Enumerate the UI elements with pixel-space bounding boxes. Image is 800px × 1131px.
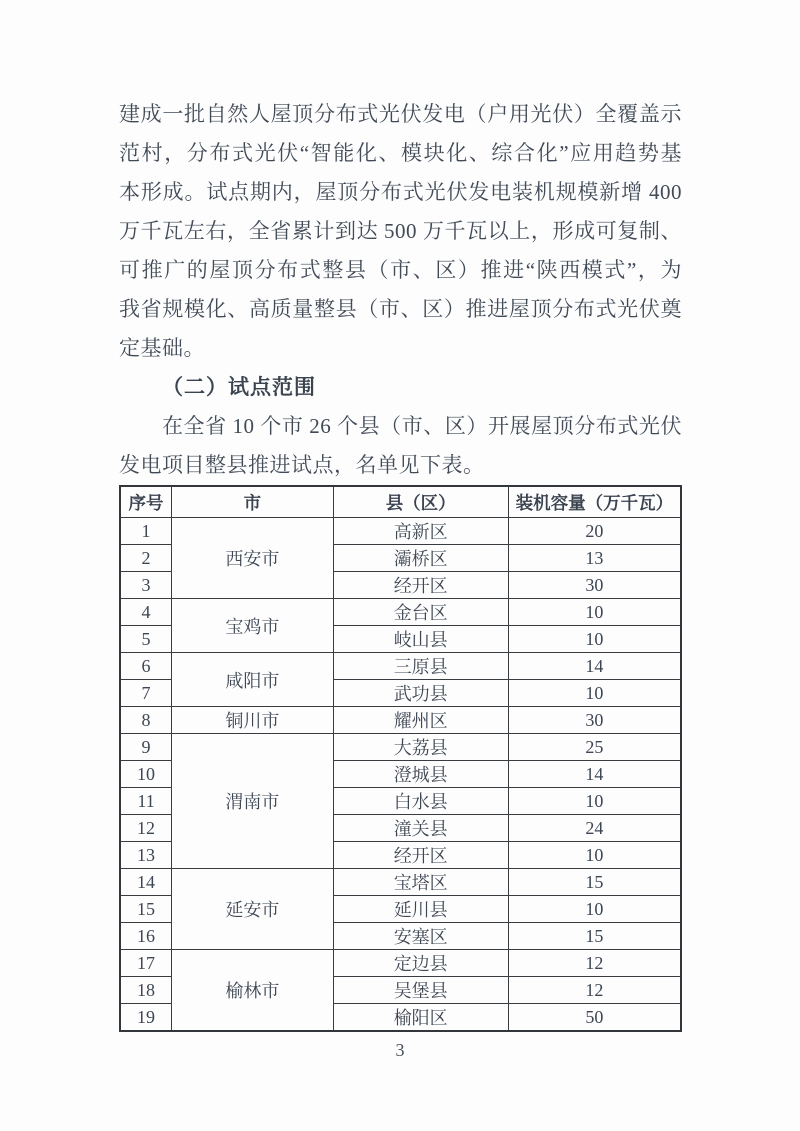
body-text-line: 万千瓦左右，全省累计到达 500 万千瓦以上，形成可复制、 <box>119 219 682 243</box>
city-cell: 延安市 <box>172 869 334 950</box>
county-cell: 大荔县 <box>333 734 508 761</box>
table-row <box>120 518 681 545</box>
county-cell: 定边县 <box>333 950 508 977</box>
seq-cell: 1 <box>120 518 172 545</box>
seq-cell: 3 <box>120 572 172 599</box>
page-number: 3 <box>395 1040 405 1060</box>
body-text-line: 范村，分布式光伏“智能化、模块化、综合化”应用趋势基 <box>119 141 682 165</box>
seq-cell: 17 <box>120 950 172 977</box>
table-row <box>120 869 681 896</box>
capacity-cell: 14 <box>508 653 681 680</box>
capacity-cell: 10 <box>508 842 681 869</box>
capacity-cell: 10 <box>508 626 681 653</box>
table-row <box>120 950 681 977</box>
capacity-cell: 10 <box>508 788 681 815</box>
seq-cell: 7 <box>120 680 172 707</box>
body-text-line: 本形成。试点期内，屋顶分布式光伏发电装机规模新增 400 <box>119 180 682 204</box>
body-text-line: 发电项目整县推进试点，名单见下表。 <box>119 453 485 477</box>
seq-cell: 5 <box>120 626 172 653</box>
seq-cell: 18 <box>120 977 172 1004</box>
capacity-cell: 30 <box>508 707 681 734</box>
seq-cell: 10 <box>120 761 172 788</box>
county-cell: 耀州区 <box>333 707 508 734</box>
county-cell: 经开区 <box>333 572 508 599</box>
table-row <box>120 734 681 761</box>
seq-cell: 19 <box>120 1004 172 1032</box>
intro-paragraph <box>119 407 682 485</box>
city-cell: 铜川市 <box>172 707 334 734</box>
seq-cell: 11 <box>120 788 172 815</box>
capacity-cell: 15 <box>508 869 681 896</box>
county-cell: 武功县 <box>333 680 508 707</box>
seq-cell: 14 <box>120 869 172 896</box>
capacity-cell: 12 <box>508 950 681 977</box>
capacity-cell: 10 <box>508 599 681 626</box>
body-text-line: 定基础。 <box>119 336 205 360</box>
city-cell: 宝鸡市 <box>172 599 334 653</box>
table-row <box>120 653 681 680</box>
seq-cell: 15 <box>120 896 172 923</box>
county-cell: 榆阳区 <box>333 1004 508 1032</box>
county-cell: 灞桥区 <box>333 545 508 572</box>
city-cell: 榆林市 <box>172 950 334 1032</box>
county-cell: 白水县 <box>333 788 508 815</box>
county-cell: 金台区 <box>333 599 508 626</box>
county-cell: 宝塔区 <box>333 869 508 896</box>
county-cell: 高新区 <box>333 518 508 545</box>
body-text-line: 在全省 10 个市 26 个县（市、区）开展屋顶分布式光伏 <box>162 414 682 438</box>
header-seq: 序号 <box>120 486 172 518</box>
header-county: 县（区） <box>333 486 508 518</box>
capacity-cell: 14 <box>508 761 681 788</box>
document-body <box>119 95 682 1032</box>
capacity-cell: 10 <box>508 896 681 923</box>
capacity-cell: 25 <box>508 734 681 761</box>
city-cell: 咸阳市 <box>172 653 334 707</box>
seq-cell: 16 <box>120 923 172 950</box>
pilot-counties-table <box>119 485 682 1032</box>
paragraph-continuation <box>119 95 682 368</box>
capacity-cell: 15 <box>508 923 681 950</box>
body-text-line: 建成一批自然人屋顶分布式光伏发电（户用光伏）全覆盖示 <box>119 102 682 126</box>
county-cell: 澄城县 <box>333 761 508 788</box>
county-cell: 吴堡县 <box>333 977 508 1004</box>
capacity-cell: 30 <box>508 572 681 599</box>
county-cell: 三原县 <box>333 653 508 680</box>
seq-cell: 2 <box>120 545 172 572</box>
header-capacity: 装机容量（万千瓦） <box>508 486 681 518</box>
seq-cell: 4 <box>120 599 172 626</box>
capacity-cell: 24 <box>508 815 681 842</box>
county-cell: 岐山县 <box>333 626 508 653</box>
seq-cell: 12 <box>120 815 172 842</box>
capacity-cell: 20 <box>508 518 681 545</box>
seq-cell: 8 <box>120 707 172 734</box>
body-text-line: 可推广的屋顶分布式整县（市、区）推进“陕西模式”，为 <box>119 258 682 282</box>
county-cell: 潼关县 <box>333 815 508 842</box>
city-cell: 西安市 <box>172 518 334 599</box>
header-city: 市 <box>172 486 334 518</box>
capacity-cell: 50 <box>508 1004 681 1032</box>
capacity-cell: 13 <box>508 545 681 572</box>
seq-cell: 13 <box>120 842 172 869</box>
seq-cell: 6 <box>120 653 172 680</box>
table-row <box>120 707 681 734</box>
seq-cell: 9 <box>120 734 172 761</box>
county-cell: 安塞区 <box>333 923 508 950</box>
table-row <box>120 599 681 626</box>
capacity-cell: 12 <box>508 977 681 1004</box>
body-text-line: 我省规模化、高质量整县（市、区）推进屋顶分布式光伏奠 <box>119 297 682 321</box>
county-cell: 经开区 <box>333 842 508 869</box>
capacity-cell: 10 <box>508 680 681 707</box>
section-heading: （二）试点范围 <box>162 375 316 399</box>
city-cell: 渭南市 <box>172 734 334 869</box>
county-cell: 延川县 <box>333 896 508 923</box>
table-header-row <box>120 486 681 518</box>
